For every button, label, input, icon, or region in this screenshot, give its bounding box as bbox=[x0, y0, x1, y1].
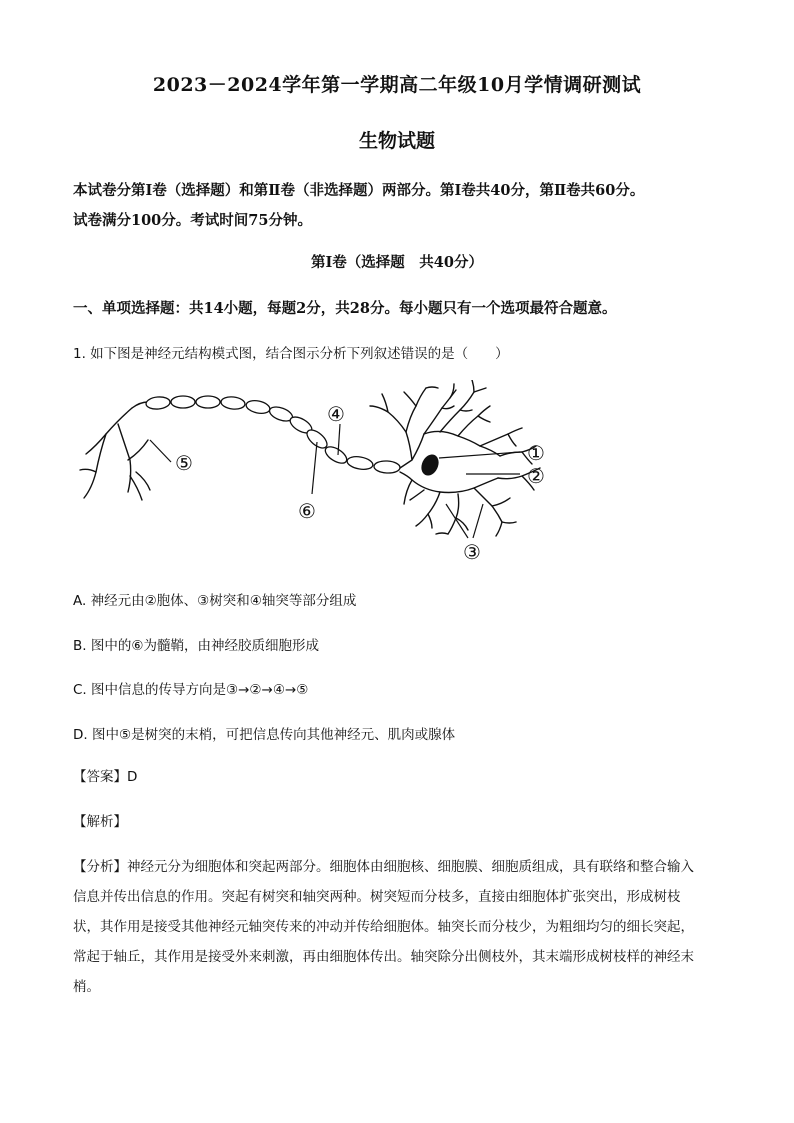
dendrite bbox=[474, 388, 486, 392]
myelin-segment bbox=[346, 455, 374, 471]
myelin-segment bbox=[146, 396, 171, 410]
dendrite bbox=[480, 428, 522, 446]
analysis-line: 梢。 bbox=[73, 979, 100, 995]
dendrite bbox=[502, 522, 516, 523]
neuron-diagram bbox=[70, 380, 560, 570]
label-3: ③ bbox=[463, 540, 481, 564]
label-6: ⑥ bbox=[298, 499, 316, 523]
axon-terminal-branch bbox=[80, 469, 96, 472]
dendrite bbox=[404, 392, 416, 406]
myelin-segment bbox=[220, 396, 245, 410]
nucleus bbox=[418, 452, 442, 479]
soma-outline bbox=[424, 431, 500, 456]
exam-title: 2023－2024学年第一学期高二年级10月学情调研测试 bbox=[152, 74, 642, 96]
dendrite bbox=[436, 533, 448, 534]
dendrite bbox=[478, 416, 490, 422]
dendrite bbox=[428, 514, 432, 528]
instructions-line-1: 本试卷分第Ⅰ卷（选择题）和第Ⅱ卷（非选择题）两部分。第Ⅰ卷共40分，第Ⅱ卷共60分。 bbox=[73, 182, 645, 199]
analysis-line: 信息并传出信息的作用。突起有树突和轴突两种。树突短而分枝多，直接由细胞体扩张突出，形成树枝 bbox=[73, 889, 681, 905]
answer: 【答案】D bbox=[73, 769, 138, 785]
analysis-text bbox=[73, 852, 733, 1002]
myelin-segment bbox=[374, 460, 401, 473]
leader-line-5 bbox=[150, 440, 171, 462]
analysis-label: 【解析】 bbox=[73, 814, 127, 830]
leader-line-6 bbox=[312, 442, 317, 494]
question-stem: 1. 如下图是神经元结构模式图，结合图示分析下列叙述错误的是（ ） bbox=[73, 346, 509, 362]
label-4: ④ bbox=[327, 402, 345, 426]
analysis-line: 【分析】神经元分为细胞体和突起两部分。细胞体由细胞核、细胞膜、细胞质组成，具有联络和整合输入 bbox=[73, 859, 694, 875]
myelin-segment bbox=[245, 399, 271, 416]
myelin-segment bbox=[323, 444, 350, 467]
dendrite bbox=[406, 388, 426, 432]
axon-terminal-branch bbox=[84, 434, 106, 498]
dendrite bbox=[426, 387, 438, 388]
dendrite bbox=[450, 384, 454, 398]
option-c: C. 图中信息的传导方向是③→②→④→⑤ bbox=[73, 682, 309, 698]
analysis-line: 常起于轴丘，其作用是接受外来刺激，再由细胞体传出。轴突除分出侧枝外，其末端形成树枝样的神经末 bbox=[73, 949, 694, 965]
dendrite bbox=[496, 522, 502, 536]
option-b: B. 图中的⑥为髓鞘，由神经胶质细胞形成 bbox=[73, 638, 319, 654]
dendrite bbox=[472, 380, 474, 392]
dendrite bbox=[448, 494, 459, 534]
label-1: ① bbox=[527, 441, 545, 465]
soma-outline bbox=[412, 478, 498, 493]
label-2: ② bbox=[527, 464, 545, 488]
axon-terminal-branch bbox=[128, 440, 148, 460]
leader-line-1 bbox=[439, 452, 520, 458]
instructions-line-2: 试卷满分100分。考试时间75分钟。 bbox=[73, 212, 312, 229]
label-5: ⑤ bbox=[175, 451, 193, 475]
exam-instructions bbox=[73, 176, 743, 236]
dendrite bbox=[440, 392, 474, 432]
myelin-segment bbox=[196, 396, 220, 408]
option-a: A. 神经元由②胞体、③树突和④轴突等部分组成 bbox=[73, 593, 357, 609]
exam-subtitle: 生物试题 bbox=[358, 130, 435, 152]
section-title: 第Ⅰ卷（选择题 共40分） bbox=[311, 254, 483, 271]
axon-terminal-branch bbox=[118, 424, 131, 492]
soma-outline bbox=[400, 432, 424, 468]
analysis-line: 状，其作用是接受其他神经元轴突传来的冲动并传给细胞体。轴突长而分枝少，为粗细均匀的细长突起， bbox=[73, 919, 694, 935]
dendrite bbox=[416, 492, 440, 526]
dendrite bbox=[460, 410, 472, 411]
axon-terminal-branch bbox=[130, 476, 142, 500]
dendrite bbox=[410, 490, 424, 500]
dendrite bbox=[508, 434, 516, 446]
option-d: D. 图中⑤是树突的末梢，可把信息传向其他神经元、肌肉或腺体 bbox=[73, 727, 456, 743]
part-heading: 一、单项选择题：共14小题，每题2分，共28分。每小题只有一个选项最符合题意。 bbox=[73, 300, 617, 317]
axon-terminal-branch bbox=[136, 472, 150, 490]
myelin-segment bbox=[171, 396, 195, 408]
dendrite bbox=[492, 498, 510, 506]
leader-line-3 bbox=[473, 504, 483, 538]
